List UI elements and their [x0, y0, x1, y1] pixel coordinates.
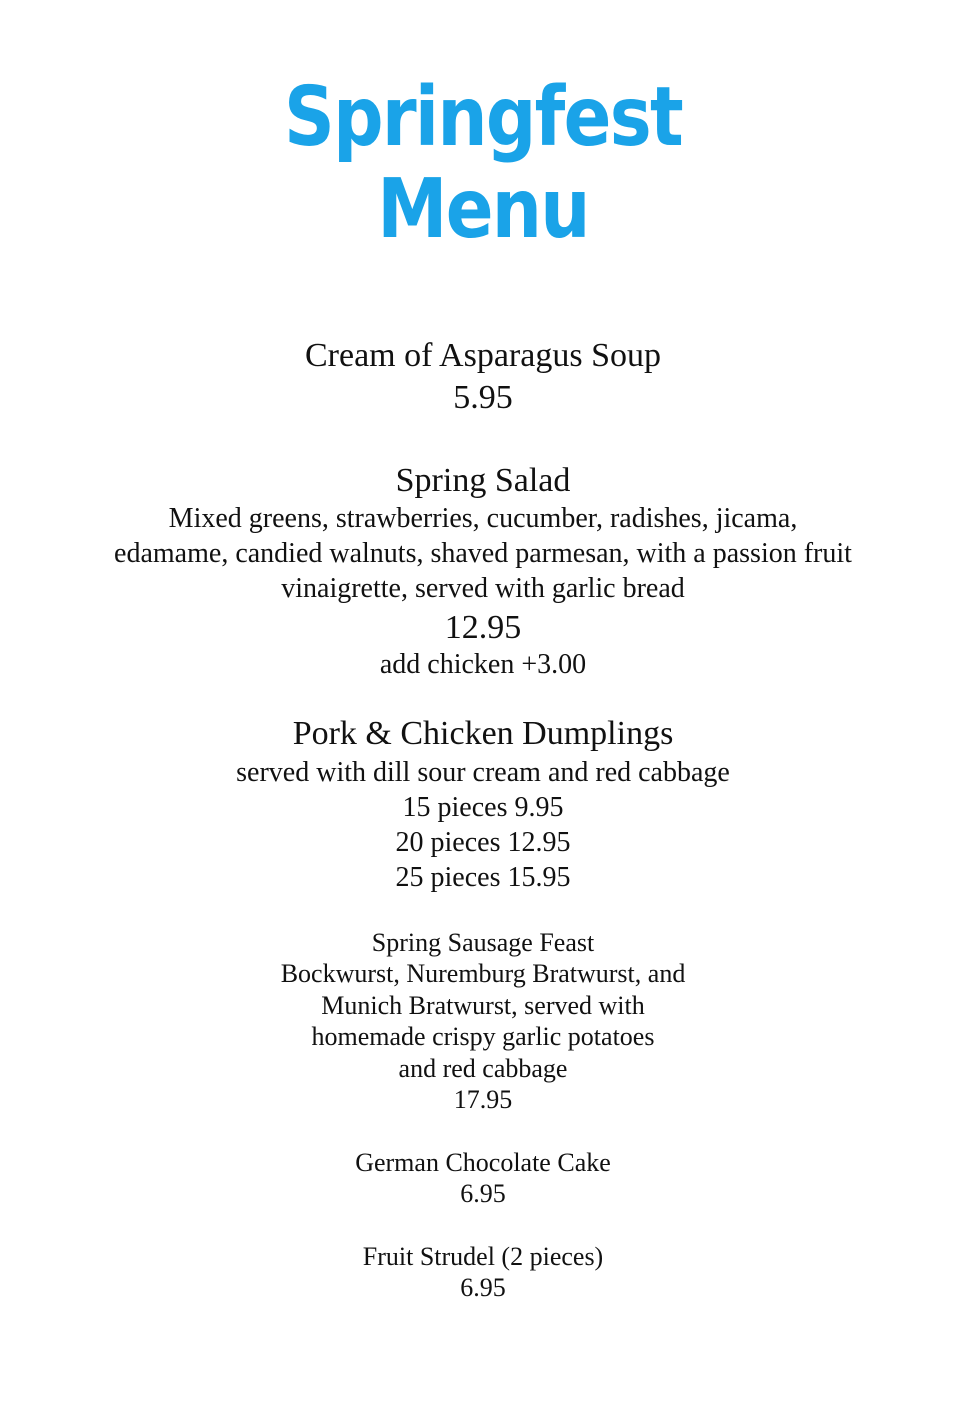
item-description-sausage-line-2: Munich Bratwurst, served with	[321, 991, 645, 1020]
item-addon-salad: add chicken +3.00	[379, 649, 587, 680]
item-description-dumplings: served with dill sour cream and red cabbage	[236, 757, 730, 788]
item-price-soup: 5.95	[453, 379, 513, 416]
item-option-dumplings-20: 20 pieces 12.95	[395, 827, 571, 858]
item-name-fruit-strudel: Fruit Strudel (2 pieces)	[362, 1242, 604, 1271]
item-price-chocolate-cake: 6.95	[460, 1179, 506, 1208]
item-description-sausage-line-3: homemade crispy garlic potatoes	[311, 1022, 655, 1051]
item-option-dumplings-15: 15 pieces 9.95	[402, 792, 564, 823]
item-description-sausage-line-4: and red cabbage	[398, 1054, 568, 1083]
item-name-soup: Cream of Asparagus Soup	[304, 337, 661, 374]
item-price-sausage-feast: 17.95	[453, 1085, 513, 1114]
item-description-salad-line-3: vinaigrette, served with garlic bread	[281, 573, 685, 604]
menu-title-line-2: Menu	[377, 162, 589, 257]
item-description-salad-line-1: Mixed greens, strawberries, cucumber, radishes, jicama,	[168, 503, 798, 534]
item-name-chocolate-cake: German Chocolate Cake	[355, 1148, 611, 1177]
item-price-fruit-strudel: 6.95	[460, 1273, 506, 1302]
item-name-salad: Spring Salad	[395, 462, 571, 499]
item-name-sausage-feast: Spring Sausage Feast	[371, 928, 595, 957]
item-name-dumplings: Pork & Chicken Dumplings	[292, 715, 674, 752]
item-price-salad: 12.95	[444, 609, 522, 646]
item-option-dumplings-25: 25 pieces 15.95	[395, 862, 571, 893]
item-description-salad-line-2: edamame, candied walnuts, shaved parmesan, with a passion fruit	[114, 538, 852, 569]
item-description-sausage-line-1: Bockwurst, Nuremburg Bratwurst, and	[280, 959, 686, 988]
menu-title-line-1: Springfest	[284, 70, 682, 165]
